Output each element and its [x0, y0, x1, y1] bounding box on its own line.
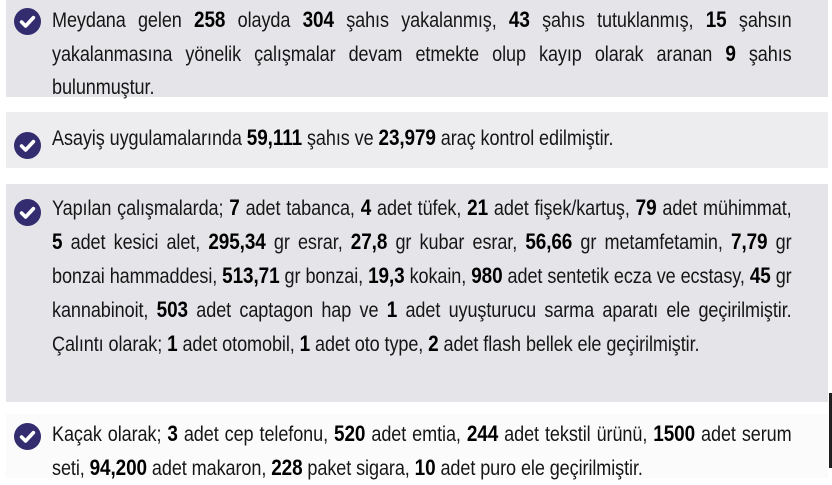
check-circle-icon — [14, 199, 41, 226]
text-run: Kaçak olarak; — [52, 423, 168, 446]
text-run: adet oto type, — [310, 333, 429, 356]
text-run: araç kontrol edilmiştir. — [435, 127, 614, 150]
stat-value: 1500 — [653, 421, 696, 446]
text-run: adet serum seti, — [52, 423, 792, 480]
stat-value: 980 — [471, 263, 503, 288]
stat-value: 56,66 — [525, 229, 573, 254]
text-run: şahıs bulunmuştur. — [52, 43, 792, 99]
text-run: şahsın yakalanmasına yönelik çalışmalar devam etmekte olup kayıp olarak aranan — [52, 9, 792, 66]
stat-value: 3 — [167, 421, 178, 446]
stat-value: 21 — [467, 195, 489, 220]
text-run: olayda — [225, 9, 303, 32]
report-text-wrap — [52, 417, 832, 485]
text-run: gr kannabinoit, — [52, 265, 792, 322]
stat-value: 79 — [635, 195, 657, 220]
text-run: adet uyuşturucu sarma aparatı ele geçirilmiştir. Çalıntı olarak; — [52, 299, 792, 356]
report-bullet-item — [6, 414, 828, 478]
text-run: şahıs tutuklanmış, — [529, 9, 706, 32]
stat-value: 244 — [466, 421, 499, 446]
stat-value: 520 — [334, 421, 366, 446]
text-run: adet tabanca, — [239, 197, 361, 220]
text-run: adet otomobil, — [177, 333, 300, 356]
text-run: adet emtia, — [365, 423, 467, 446]
stat-value: 23,979 — [378, 125, 436, 150]
stat-value: 59,111 — [246, 125, 303, 150]
text-run: şahıs ve — [302, 127, 379, 150]
stat-value: 1 — [386, 297, 398, 322]
stat-value: 1 — [299, 331, 311, 356]
report-text-wrap — [52, 3, 832, 104]
text-run: şahıs yakalanmış, — [333, 9, 509, 32]
text-run: Asayiş uygulamalarında — [52, 127, 247, 150]
report-bullet-item — [6, 184, 828, 402]
stat-value: 503 — [156, 297, 188, 322]
text-run: gr esrar, — [265, 231, 351, 254]
text-run: adet tüfek, — [371, 197, 468, 220]
check-circle-icon — [14, 423, 41, 450]
text-run: adet kesici alet, — [62, 231, 209, 254]
check-circle-icon — [14, 8, 41, 35]
stat-value: 304 — [302, 7, 334, 32]
text-run: adet captagon hap ve — [187, 299, 387, 322]
text-run: adet puro ele geçirilmiştir. — [435, 457, 643, 480]
stat-value: 513,71 — [222, 263, 280, 288]
report-bullet-item — [6, 0, 828, 97]
report-text — [52, 191, 792, 361]
text-run: adet mühimmat, — [656, 197, 792, 220]
report-text-wrap — [52, 121, 832, 155]
stat-value: 7,79 — [731, 229, 768, 254]
stat-value: 4 — [360, 195, 372, 220]
text-run: gr bonzai hammaddesi, — [52, 231, 792, 288]
text-run: adet cep telefonu, — [177, 423, 335, 446]
text-run: adet makaron, — [146, 457, 272, 480]
text-run: kokain, — [404, 265, 472, 288]
stat-value: 27,8 — [350, 229, 388, 254]
text-run: adet tekstil ürünü, — [498, 423, 654, 446]
stat-value: 19,3 — [368, 263, 405, 288]
report-text — [52, 417, 792, 485]
report-text — [52, 121, 792, 155]
text-run: gr kubar esrar, — [387, 231, 526, 254]
text-run: adet sentetik ecza ve ecstasy, — [502, 265, 750, 288]
text-run: Yapılan çalışmalarda; — [52, 197, 230, 220]
stat-value: 15 — [705, 7, 727, 32]
stat-value: 43 — [508, 7, 530, 32]
stat-value: 5 — [52, 229, 63, 254]
stat-value: 45 — [749, 263, 771, 288]
stat-value: 7 — [229, 195, 240, 220]
text-run: paket sigara, — [302, 457, 415, 480]
report-text — [52, 3, 792, 104]
text-run: adet fişek/kartuş, — [488, 197, 636, 220]
report-text-wrap — [52, 191, 832, 361]
stat-value: 295,34 — [208, 229, 266, 254]
text-run: gr bonzai, — [279, 265, 369, 288]
text-run: gr metamfetamin, — [572, 231, 732, 254]
stat-value: 1 — [167, 331, 178, 356]
stat-value: 228 — [271, 455, 303, 480]
stat-value: 10 — [414, 455, 436, 480]
stat-value: 9 — [725, 41, 736, 66]
report-bullet-item — [6, 112, 828, 168]
text-run: Meydana gelen — [52, 9, 195, 32]
stat-value: 2 — [428, 331, 439, 356]
check-circle-icon — [14, 132, 41, 159]
stat-value: 94,200 — [89, 455, 147, 480]
text-run: adet flash bellek ele geçirilmiştir. — [438, 333, 700, 356]
stat-value: 258 — [194, 7, 226, 32]
